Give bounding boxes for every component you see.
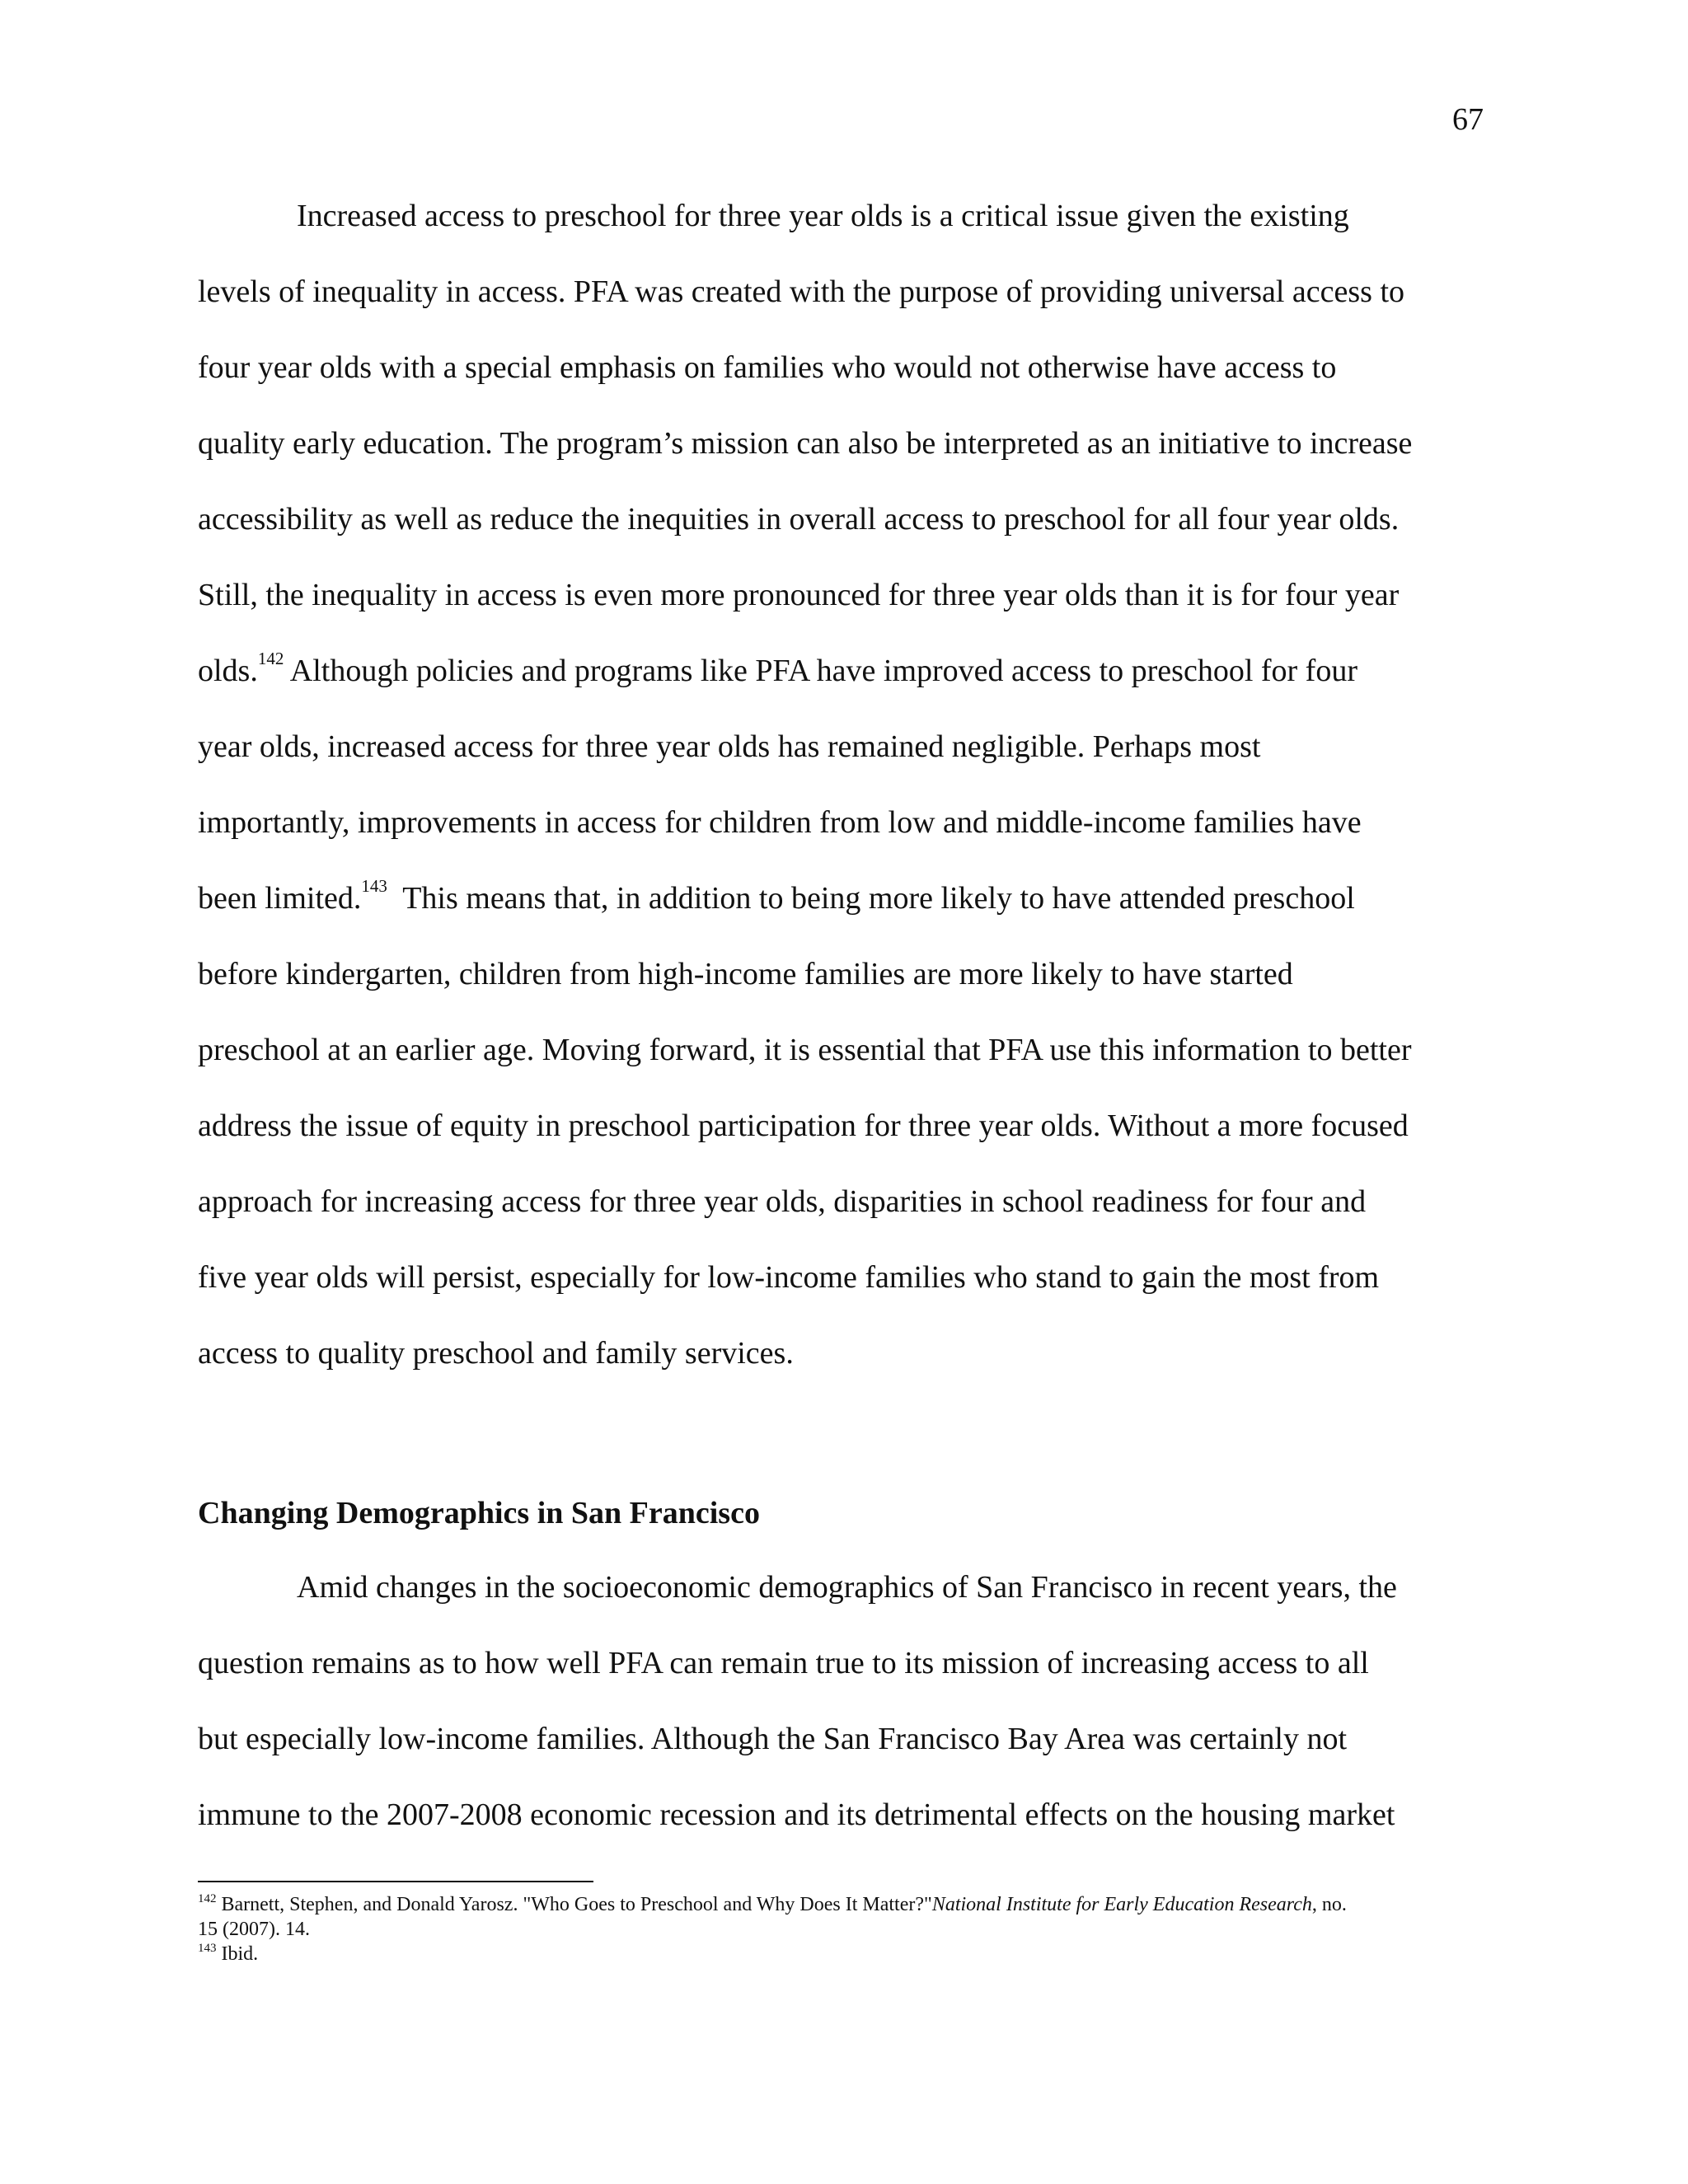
body-paragraph-2	[198, 1549, 1475, 1853]
text-line: year olds, increased access for three year olds has remained negligible. Perhaps most	[198, 729, 1261, 764]
text-line: address the issue of equity in preschool participation for three year olds. Without a more focused	[198, 1108, 1409, 1143]
body-paragraph-1	[198, 178, 1475, 1391]
section-heading: Changing Demographics in San Francisco	[198, 1496, 760, 1530]
text-fragment: This means that, in addition to being more likely to have attended preschool	[387, 881, 1355, 916]
footnote-number: 142	[198, 1892, 217, 1905]
text-line: five year olds will persist, especially for low-income families who stand to gain the most from	[198, 1260, 1380, 1295]
footnote-142	[198, 1892, 1484, 1917]
text-line: Amid changes in the socioeconomic demographics of San Francisco in recent years, the	[297, 1570, 1397, 1605]
footnote-ref-142: 142	[257, 649, 284, 668]
text-line: importantly, improvements in access for children from low and middle-income families have	[198, 805, 1362, 840]
footnote-divider	[198, 1881, 593, 1882]
text-line: immune to the 2007-2008 economic recession and its detrimental effects on the housing market	[198, 1797, 1395, 1832]
text-line: quality early education. The program’s mission can also be interpreted as an initiative to increase	[198, 426, 1413, 461]
text-fragment: been limited.	[198, 881, 362, 916]
text-line: Increased access to preschool for three year olds is a critical issue given the existing	[297, 199, 1349, 233]
text-line	[198, 860, 1475, 936]
footnote-number: 143	[198, 1942, 217, 1955]
text-line	[198, 633, 1475, 709]
text-line: approach for increasing access for three year olds, disparities in school readiness for four and	[198, 1184, 1367, 1219]
footnote-source-title: National Institute for Early Education Research	[931, 1894, 1312, 1915]
text-line: accessibility as well as reduce the inequities in overall access to preschool for all four year olds.	[198, 502, 1400, 537]
text-line: levels of inequality in access. PFA was created with the purpose of providing universal access to	[198, 274, 1405, 309]
footnote-text: Barnett, Stephen, and Donald Yarosz. "Who Goes to Preschool and Why Does It Matter?"	[216, 1894, 932, 1915]
footnote-143	[198, 1942, 1484, 1966]
text-line: four year olds with a special emphasis on families who would not otherwise have access to	[198, 350, 1337, 385]
text-line: preschool at an earlier age. Moving forward, it is essential that PFA use this information to better	[198, 1033, 1412, 1067]
text-line: access to quality preschool and family services.	[198, 1336, 794, 1371]
text-line: Still, the inequality in access is even more pronounced for three year olds than it is for four year	[198, 578, 1400, 612]
footnote-142-continuation: 15 (2007). 14.	[198, 1919, 310, 1940]
footnote-ref-143: 143	[361, 876, 387, 896]
text-line: question remains as to how well PFA can remain true to its mission of increasing access to all	[198, 1646, 1369, 1680]
footnote-text: , no.	[1311, 1894, 1347, 1915]
page-number: 67	[1452, 102, 1484, 137]
text-fragment: olds.	[198, 654, 258, 688]
text-line: but especially low-income families. Although the San Francisco Bay Area was certainly not	[198, 1722, 1348, 1756]
footnotes	[198, 1892, 1484, 1966]
text-fragment: Although policies and programs like PFA have improved access to preschool for four	[284, 654, 1357, 688]
text-line: before kindergarten, children from high-income families are more likely to have started	[198, 957, 1293, 991]
footnote-text: Ibid.	[216, 1943, 259, 1965]
